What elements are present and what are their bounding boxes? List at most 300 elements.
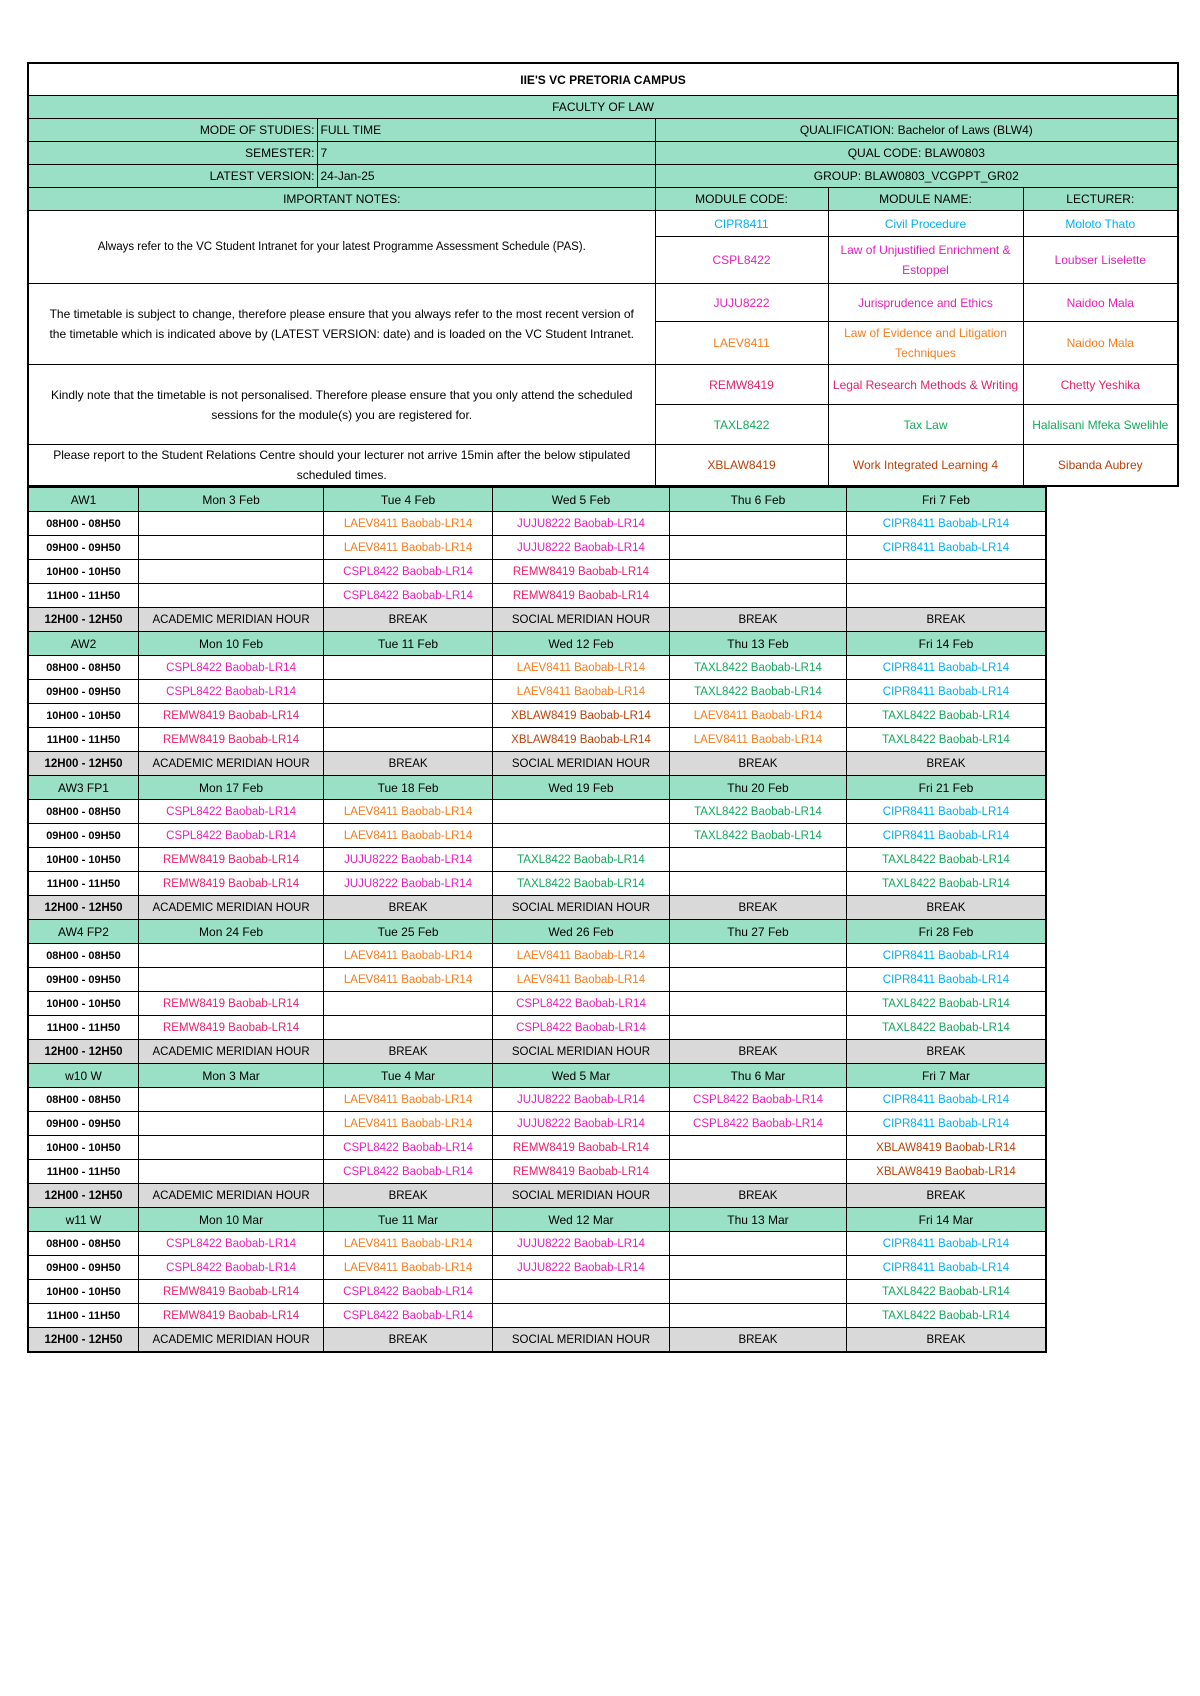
time-slot: 11H00 - 11H50 xyxy=(28,584,138,608)
session-cell: LAEV8411 Baobab-LR14 xyxy=(324,1088,493,1112)
mode-value: FULL TIME xyxy=(317,119,655,142)
schedule-row xyxy=(28,1136,1046,1160)
day-heading: Wed 12 Feb xyxy=(492,632,669,656)
session-cell xyxy=(138,1088,323,1112)
session-cell xyxy=(138,968,323,992)
session-cell: REMW8419 Baobab-LR14 xyxy=(138,1016,323,1040)
break-row xyxy=(28,1040,1046,1064)
break-cell: BREAK xyxy=(669,608,846,632)
time-slot: 12H00 - 12H50 xyxy=(28,1328,138,1353)
week-label: w11 W xyxy=(28,1208,138,1232)
module-code: CSPL8422 xyxy=(655,237,828,284)
break-cell: BREAK xyxy=(669,1040,846,1064)
module-lecturer: Sibanda Aubrey xyxy=(1023,445,1178,487)
session-cell: LAEV8411 Baobab-LR14 xyxy=(324,512,493,536)
break-cell: BREAK xyxy=(669,896,846,920)
day-heading: Mon 17 Feb xyxy=(138,776,323,800)
session-cell xyxy=(669,944,846,968)
schedule-row xyxy=(28,992,1046,1016)
session-cell xyxy=(492,1280,669,1304)
session-cell: TAXL8422 Baobab-LR14 xyxy=(846,848,1046,872)
session-cell xyxy=(324,1016,493,1040)
time-slot: 08H00 - 08H50 xyxy=(28,944,138,968)
important-note: Always refer to the VC Student Intranet for your latest Programme Assessment Schedule (PAS). xyxy=(28,211,655,284)
week-label: AW4 FP2 xyxy=(28,920,138,944)
break-row xyxy=(28,1328,1046,1353)
session-cell xyxy=(324,704,493,728)
session-cell: CIPR8411 Baobab-LR14 xyxy=(846,1232,1046,1256)
module-lecturer: Naidoo Mala xyxy=(1023,284,1178,322)
session-cell: TAXL8422 Baobab-LR14 xyxy=(846,992,1046,1016)
semester-value: 7 xyxy=(317,142,655,165)
day-heading: Tue 25 Feb xyxy=(324,920,493,944)
session-cell: XBLAW8419 Baobab-LR14 xyxy=(846,1136,1046,1160)
module-code: XBLAW8419 xyxy=(655,445,828,487)
time-slot: 08H00 - 08H50 xyxy=(28,1088,138,1112)
session-cell xyxy=(138,584,323,608)
day-heading: Mon 24 Feb xyxy=(138,920,323,944)
lecturer-heading: LECTURER: xyxy=(1023,188,1178,211)
module-lecturer: Chetty Yeshika xyxy=(1023,365,1178,405)
session-cell: REMW8419 Baobab-LR14 xyxy=(492,560,669,584)
break-cell: SOCIAL MERIDIAN HOUR xyxy=(492,896,669,920)
day-heading: Tue 4 Mar xyxy=(324,1064,493,1088)
module-code: JUJU8222 xyxy=(655,284,828,322)
day-heading: Mon 3 Feb xyxy=(138,488,323,512)
session-cell: CIPR8411 Baobab-LR14 xyxy=(846,656,1046,680)
break-cell: ACADEMIC MERIDIAN HOUR xyxy=(138,1040,323,1064)
session-cell: REMW8419 Baobab-LR14 xyxy=(138,848,323,872)
timetable-sheet xyxy=(27,62,1177,1353)
session-cell: LAEV8411 Baobab-LR14 xyxy=(324,824,493,848)
session-cell: CIPR8411 Baobab-LR14 xyxy=(846,1112,1046,1136)
module-lecturer: Loubser Liselette xyxy=(1023,237,1178,284)
break-row xyxy=(28,608,1046,632)
session-cell: REMW8419 Baobab-LR14 xyxy=(492,1160,669,1184)
session-cell: TAXL8422 Baobab-LR14 xyxy=(492,872,669,896)
schedule-row xyxy=(28,1112,1046,1136)
break-cell: BREAK xyxy=(324,608,493,632)
session-cell xyxy=(138,512,323,536)
session-cell: LAEV8411 Baobab-LR14 xyxy=(324,944,493,968)
time-slot: 12H00 - 12H50 xyxy=(28,608,138,632)
break-cell: ACADEMIC MERIDIAN HOUR xyxy=(138,752,323,776)
session-cell: REMW8419 Baobab-LR14 xyxy=(138,992,323,1016)
time-slot: 12H00 - 12H50 xyxy=(28,1184,138,1208)
break-cell: SOCIAL MERIDIAN HOUR xyxy=(492,1040,669,1064)
session-cell: LAEV8411 Baobab-LR14 xyxy=(324,536,493,560)
session-cell: LAEV8411 Baobab-LR14 xyxy=(492,680,669,704)
break-cell: BREAK xyxy=(846,752,1046,776)
break-cell: BREAK xyxy=(324,1184,493,1208)
week-header-row xyxy=(28,1064,1046,1088)
important-note: Please report to the Student Relations Centre should your lecturer not arrive 15min after the below stipulated scheduled times. xyxy=(28,445,655,487)
break-cell: SOCIAL MERIDIAN HOUR xyxy=(492,608,669,632)
session-cell: CSPL8422 Baobab-LR14 xyxy=(138,1232,323,1256)
module-name: Civil Procedure xyxy=(828,211,1023,237)
session-cell xyxy=(669,992,846,1016)
session-cell: LAEV8411 Baobab-LR14 xyxy=(324,800,493,824)
week-header-row xyxy=(28,488,1046,512)
break-cell: BREAK xyxy=(324,1040,493,1064)
week-label: w10 W xyxy=(28,1064,138,1088)
schedule-row xyxy=(28,728,1046,752)
day-heading: Fri 28 Feb xyxy=(846,920,1046,944)
schedule-row xyxy=(28,848,1046,872)
week-label: AW1 xyxy=(28,488,138,512)
session-cell: CIPR8411 Baobab-LR14 xyxy=(846,512,1046,536)
session-cell xyxy=(138,560,323,584)
break-cell: SOCIAL MERIDIAN HOUR xyxy=(492,1184,669,1208)
module-name-heading: MODULE NAME: xyxy=(828,188,1023,211)
break-cell: BREAK xyxy=(669,1184,846,1208)
session-cell xyxy=(669,584,846,608)
session-cell xyxy=(669,1256,846,1280)
session-cell: JUJU8222 Baobab-LR14 xyxy=(492,1112,669,1136)
session-cell xyxy=(138,536,323,560)
session-cell: LAEV8411 Baobab-LR14 xyxy=(492,968,669,992)
module-name: Legal Research Methods & Writing xyxy=(828,365,1023,405)
session-cell xyxy=(669,1016,846,1040)
session-cell: LAEV8411 Baobab-LR14 xyxy=(669,728,846,752)
session-cell xyxy=(324,992,493,1016)
break-row xyxy=(28,896,1046,920)
break-cell: BREAK xyxy=(846,1184,1046,1208)
session-cell xyxy=(846,560,1046,584)
session-cell: LAEV8411 Baobab-LR14 xyxy=(324,1232,493,1256)
schedule-row xyxy=(28,680,1046,704)
day-heading: Wed 26 Feb xyxy=(492,920,669,944)
time-slot: 10H00 - 10H50 xyxy=(28,704,138,728)
day-heading: Mon 3 Mar xyxy=(138,1064,323,1088)
session-cell: CIPR8411 Baobab-LR14 xyxy=(846,800,1046,824)
time-slot: 09H00 - 09H50 xyxy=(28,536,138,560)
day-heading: Thu 20 Feb xyxy=(669,776,846,800)
session-cell: CSPL8422 Baobab-LR14 xyxy=(138,1256,323,1280)
week-label: AW3 FP1 xyxy=(28,776,138,800)
time-slot: 09H00 - 09H50 xyxy=(28,1112,138,1136)
session-cell xyxy=(669,1280,846,1304)
break-cell: BREAK xyxy=(846,896,1046,920)
schedule-row xyxy=(28,1232,1046,1256)
day-heading: Wed 19 Feb xyxy=(492,776,669,800)
module-row xyxy=(28,284,1178,322)
module-name: Jurisprudence and Ethics xyxy=(828,284,1023,322)
session-cell: TAXL8422 Baobab-LR14 xyxy=(846,704,1046,728)
day-heading: Thu 6 Feb xyxy=(669,488,846,512)
session-cell xyxy=(492,800,669,824)
schedule-row xyxy=(28,872,1046,896)
time-slot: 09H00 - 09H50 xyxy=(28,680,138,704)
session-cell: CSPL8422 Baobab-LR14 xyxy=(324,1304,493,1328)
day-heading: Thu 13 Mar xyxy=(669,1208,846,1232)
day-heading: Fri 14 Feb xyxy=(846,632,1046,656)
week-header-row xyxy=(28,776,1046,800)
day-heading: Mon 10 Feb xyxy=(138,632,323,656)
module-name: Law of Unjustified Enrichment & Estoppel xyxy=(828,237,1023,284)
break-cell: ACADEMIC MERIDIAN HOUR xyxy=(138,896,323,920)
time-slot: 09H00 - 09H50 xyxy=(28,824,138,848)
module-list xyxy=(28,211,1178,487)
schedule-row xyxy=(28,1280,1046,1304)
schedule-row xyxy=(28,800,1046,824)
version-value: 24-Jan-25 xyxy=(317,165,655,188)
time-slot: 11H00 - 11H50 xyxy=(28,872,138,896)
module-row xyxy=(28,211,1178,237)
semester-label: SEMESTER: xyxy=(28,142,317,165)
session-cell: TAXL8422 Baobab-LR14 xyxy=(669,800,846,824)
schedule-row xyxy=(28,1304,1046,1328)
module-code: TAXL8422 xyxy=(655,405,828,445)
group-code: GROUP: BLAW0803_VCGPPT_GR02 xyxy=(655,165,1178,188)
time-slot: 11H00 - 11H50 xyxy=(28,728,138,752)
break-cell: ACADEMIC MERIDIAN HOUR xyxy=(138,608,323,632)
session-cell: REMW8419 Baobab-LR14 xyxy=(138,1304,323,1328)
session-cell: CSPL8422 Baobab-LR14 xyxy=(138,656,323,680)
session-cell xyxy=(669,872,846,896)
session-cell: LAEV8411 Baobab-LR14 xyxy=(492,656,669,680)
session-cell: JUJU8222 Baobab-LR14 xyxy=(324,872,493,896)
break-cell: BREAK xyxy=(669,1328,846,1353)
module-name: Work Integrated Learning 4 xyxy=(828,445,1023,487)
day-heading: Thu 27 Feb xyxy=(669,920,846,944)
session-cell xyxy=(324,656,493,680)
schedule-row xyxy=(28,1016,1046,1040)
session-cell: JUJU8222 Baobab-LR14 xyxy=(324,848,493,872)
session-cell xyxy=(669,1136,846,1160)
time-slot: 09H00 - 09H50 xyxy=(28,968,138,992)
time-slot: 10H00 - 10H50 xyxy=(28,560,138,584)
break-cell: SOCIAL MERIDIAN HOUR xyxy=(492,752,669,776)
session-cell: XBLAW8419 Baobab-LR14 xyxy=(492,728,669,752)
mode-label: MODE OF STUDIES: xyxy=(28,119,317,142)
time-slot: 10H00 - 10H50 xyxy=(28,848,138,872)
session-cell: CSPL8422 Baobab-LR14 xyxy=(324,1160,493,1184)
time-slot: 08H00 - 08H50 xyxy=(28,800,138,824)
week-label: AW2 xyxy=(28,632,138,656)
session-cell: CIPR8411 Baobab-LR14 xyxy=(846,680,1046,704)
session-cell: CIPR8411 Baobab-LR14 xyxy=(846,944,1046,968)
version-label: LATEST VERSION: xyxy=(28,165,317,188)
important-note: The timetable is subject to change, therefore please ensure that you always refer to the most recent version of the timetable which is indicated above by (LATEST VERSION: date) and is loaded on the VC Student Intranet. xyxy=(28,284,655,365)
schedule-row xyxy=(28,560,1046,584)
session-cell: LAEV8411 Baobab-LR14 xyxy=(324,968,493,992)
session-cell: CSPL8422 Baobab-LR14 xyxy=(138,800,323,824)
session-cell: CSPL8422 Baobab-LR14 xyxy=(492,1016,669,1040)
schedule-row xyxy=(28,1256,1046,1280)
time-slot: 11H00 - 11H50 xyxy=(28,1016,138,1040)
session-cell: CSPL8422 Baobab-LR14 xyxy=(492,992,669,1016)
session-cell: TAXL8422 Baobab-LR14 xyxy=(846,728,1046,752)
schedule-row xyxy=(28,536,1046,560)
day-heading: Fri 14 Mar xyxy=(846,1208,1046,1232)
module-lecturer: Halalisani Mfeka Swelihle xyxy=(1023,405,1178,445)
session-cell: REMW8419 Baobab-LR14 xyxy=(492,584,669,608)
session-cell: CSPL8422 Baobab-LR14 xyxy=(138,824,323,848)
module-name: Law of Evidence and Litigation Techniques xyxy=(828,322,1023,365)
module-code: REMW8419 xyxy=(655,365,828,405)
session-cell: TAXL8422 Baobab-LR14 xyxy=(669,656,846,680)
session-cell xyxy=(669,1304,846,1328)
week-header-row xyxy=(28,920,1046,944)
break-cell: BREAK xyxy=(846,1328,1046,1353)
session-cell: LAEV8411 Baobab-LR14 xyxy=(492,944,669,968)
time-slot: 11H00 - 11H50 xyxy=(28,1160,138,1184)
break-cell: SOCIAL MERIDIAN HOUR xyxy=(492,1328,669,1353)
session-cell: REMW8419 Baobab-LR14 xyxy=(492,1136,669,1160)
time-slot: 12H00 - 12H50 xyxy=(28,896,138,920)
schedule-row xyxy=(28,968,1046,992)
session-cell: CSPL8422 Baobab-LR14 xyxy=(324,560,493,584)
campus-title: IIE'S VC PRETORIA CAMPUS xyxy=(28,63,1178,96)
module-row xyxy=(28,365,1178,405)
day-heading: Fri 7 Mar xyxy=(846,1064,1046,1088)
session-cell: TAXL8422 Baobab-LR14 xyxy=(669,680,846,704)
break-cell: BREAK xyxy=(324,752,493,776)
session-cell: JUJU8222 Baobab-LR14 xyxy=(492,1232,669,1256)
qualification: QUALIFICATION: Bachelor of Laws (BLW4) xyxy=(655,119,1178,142)
session-cell xyxy=(138,1136,323,1160)
session-cell: LAEV8411 Baobab-LR14 xyxy=(324,1112,493,1136)
session-cell: LAEV8411 Baobab-LR14 xyxy=(669,704,846,728)
break-row xyxy=(28,1184,1046,1208)
session-cell: TAXL8422 Baobab-LR14 xyxy=(846,872,1046,896)
session-cell: CSPL8422 Baobab-LR14 xyxy=(669,1112,846,1136)
module-code: CIPR8411 xyxy=(655,211,828,237)
time-slot: 11H00 - 11H50 xyxy=(28,1304,138,1328)
module-lecturer: Moloto Thato xyxy=(1023,211,1178,237)
break-cell: ACADEMIC MERIDIAN HOUR xyxy=(138,1184,323,1208)
session-cell xyxy=(669,968,846,992)
session-cell: CSPL8422 Baobab-LR14 xyxy=(324,584,493,608)
day-heading: Tue 18 Feb xyxy=(324,776,493,800)
session-cell: LAEV8411 Baobab-LR14 xyxy=(324,1256,493,1280)
session-cell: TAXL8422 Baobab-LR14 xyxy=(846,1016,1046,1040)
session-cell: REMW8419 Baobab-LR14 xyxy=(138,872,323,896)
session-cell: TAXL8422 Baobab-LR14 xyxy=(846,1304,1046,1328)
session-cell xyxy=(492,1304,669,1328)
schedule-row xyxy=(28,656,1046,680)
session-cell xyxy=(138,1160,323,1184)
time-slot: 08H00 - 08H50 xyxy=(28,1232,138,1256)
session-cell: CSPL8422 Baobab-LR14 xyxy=(324,1136,493,1160)
session-cell: REMW8419 Baobab-LR14 xyxy=(138,728,323,752)
session-cell xyxy=(138,944,323,968)
module-row xyxy=(28,445,1178,487)
session-cell xyxy=(669,512,846,536)
day-heading: Wed 5 Mar xyxy=(492,1064,669,1088)
session-cell xyxy=(846,584,1046,608)
module-code-heading: MODULE CODE: xyxy=(655,188,828,211)
session-cell: JUJU8222 Baobab-LR14 xyxy=(492,1088,669,1112)
weekly-schedule xyxy=(27,487,1047,1353)
week-header-row xyxy=(28,1208,1046,1232)
session-cell xyxy=(669,1232,846,1256)
module-name: Tax Law xyxy=(828,405,1023,445)
time-slot: 08H00 - 08H50 xyxy=(28,512,138,536)
session-cell: JUJU8222 Baobab-LR14 xyxy=(492,536,669,560)
important-note: Kindly note that the timetable is not personalised. Therefore please ensure that you only attend the scheduled sessions for the module(s) you are registered for. xyxy=(28,365,655,445)
session-cell: CIPR8411 Baobab-LR14 xyxy=(846,824,1046,848)
schedule-row xyxy=(28,824,1046,848)
module-code: LAEV8411 xyxy=(655,322,828,365)
break-row xyxy=(28,752,1046,776)
day-heading: Tue 11 Feb xyxy=(324,632,493,656)
session-cell: CIPR8411 Baobab-LR14 xyxy=(846,1256,1046,1280)
schedule-row xyxy=(28,512,1046,536)
break-cell: BREAK xyxy=(846,1040,1046,1064)
session-cell xyxy=(492,824,669,848)
week-header-row xyxy=(28,632,1046,656)
day-heading: Fri 7 Feb xyxy=(846,488,1046,512)
day-heading: Fri 21 Feb xyxy=(846,776,1046,800)
session-cell xyxy=(324,680,493,704)
session-cell xyxy=(669,560,846,584)
timetable-header xyxy=(27,62,1179,487)
session-cell xyxy=(324,728,493,752)
schedule-row xyxy=(28,1088,1046,1112)
session-cell: JUJU8222 Baobab-LR14 xyxy=(492,1256,669,1280)
session-cell: CIPR8411 Baobab-LR14 xyxy=(846,536,1046,560)
session-cell xyxy=(669,536,846,560)
module-lecturer: Naidoo Mala xyxy=(1023,322,1178,365)
session-cell: JUJU8222 Baobab-LR14 xyxy=(492,512,669,536)
time-slot: 09H00 - 09H50 xyxy=(28,1256,138,1280)
time-slot: 10H00 - 10H50 xyxy=(28,992,138,1016)
day-heading: Thu 13 Feb xyxy=(669,632,846,656)
schedule-row xyxy=(28,944,1046,968)
faculty-title: FACULTY OF LAW xyxy=(28,96,1178,119)
session-cell: CIPR8411 Baobab-LR14 xyxy=(846,968,1046,992)
break-cell: BREAK xyxy=(669,752,846,776)
break-cell: BREAK xyxy=(846,608,1046,632)
time-slot: 12H00 - 12H50 xyxy=(28,752,138,776)
session-cell xyxy=(669,848,846,872)
schedule-row xyxy=(28,704,1046,728)
break-cell: BREAK xyxy=(324,896,493,920)
session-cell: XBLAW8419 Baobab-LR14 xyxy=(492,704,669,728)
session-cell: XBLAW8419 Baobab-LR14 xyxy=(846,1160,1046,1184)
time-slot: 10H00 - 10H50 xyxy=(28,1280,138,1304)
day-heading: Wed 5 Feb xyxy=(492,488,669,512)
session-cell: TAXL8422 Baobab-LR14 xyxy=(669,824,846,848)
time-slot: 12H00 - 12H50 xyxy=(28,1040,138,1064)
time-slot: 08H00 - 08H50 xyxy=(28,656,138,680)
session-cell: CSPL8422 Baobab-LR14 xyxy=(669,1088,846,1112)
schedule-row xyxy=(28,584,1046,608)
session-cell: REMW8419 Baobab-LR14 xyxy=(138,1280,323,1304)
time-slot: 10H00 - 10H50 xyxy=(28,1136,138,1160)
qual-code: QUAL CODE: BLAW0803 xyxy=(655,142,1178,165)
session-cell: CSPL8422 Baobab-LR14 xyxy=(324,1280,493,1304)
session-cell xyxy=(669,1160,846,1184)
break-cell: ACADEMIC MERIDIAN HOUR xyxy=(138,1328,323,1353)
session-cell: CIPR8411 Baobab-LR14 xyxy=(846,1088,1046,1112)
day-heading: Tue 11 Mar xyxy=(324,1208,493,1232)
break-cell: BREAK xyxy=(324,1328,493,1353)
session-cell: REMW8419 Baobab-LR14 xyxy=(138,704,323,728)
day-heading: Thu 6 Mar xyxy=(669,1064,846,1088)
schedule-row xyxy=(28,1160,1046,1184)
day-heading: Mon 10 Mar xyxy=(138,1208,323,1232)
session-cell xyxy=(138,1112,323,1136)
session-cell: CSPL8422 Baobab-LR14 xyxy=(138,680,323,704)
session-cell: TAXL8422 Baobab-LR14 xyxy=(492,848,669,872)
day-heading: Wed 12 Mar xyxy=(492,1208,669,1232)
day-heading: Tue 4 Feb xyxy=(324,488,493,512)
session-cell: TAXL8422 Baobab-LR14 xyxy=(846,1280,1046,1304)
notes-heading: IMPORTANT NOTES: xyxy=(28,188,655,211)
